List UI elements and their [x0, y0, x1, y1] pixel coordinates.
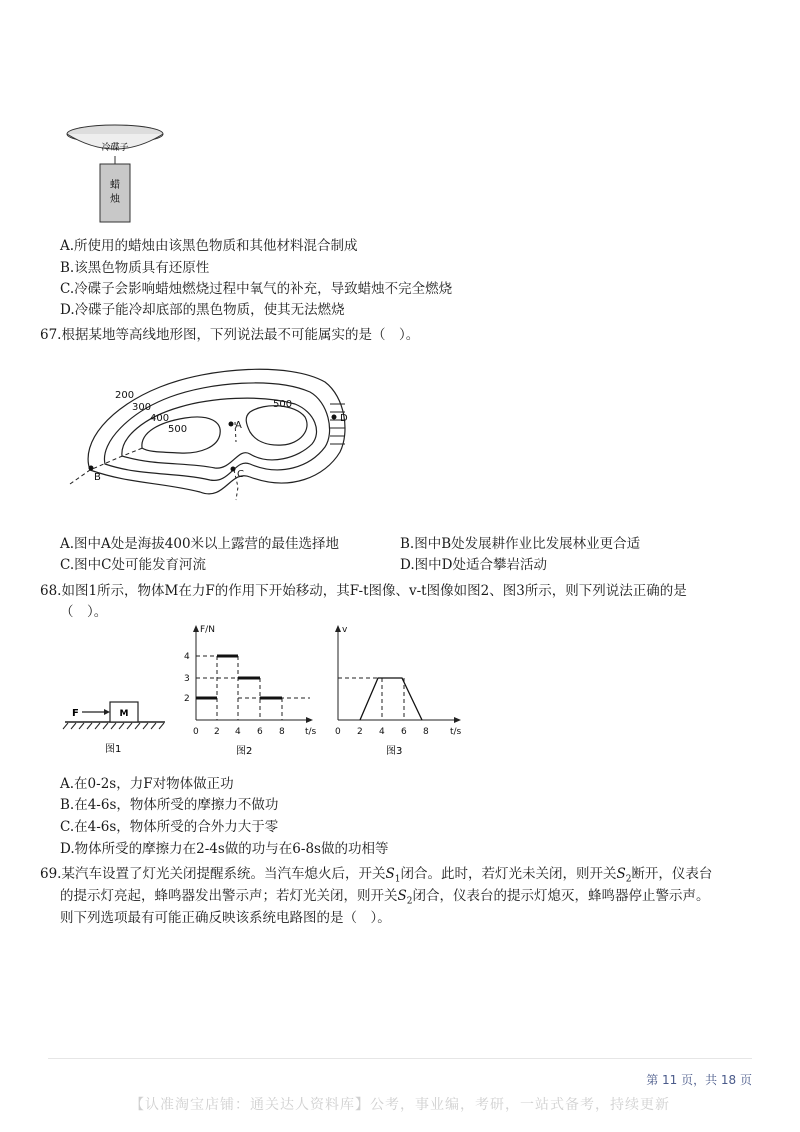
figure-3 — [320, 620, 470, 760]
t3-tick-4: 4 — [379, 727, 385, 737]
force-label: F — [72, 708, 79, 719]
q67-option-d: D.图中D处适合攀岩活动 — [400, 557, 547, 573]
t-tick-0: 0 — [193, 727, 199, 737]
velocity-curve — [360, 678, 422, 720]
t3-tick-8: 8 — [423, 727, 429, 737]
point-b-label: B — [94, 472, 101, 483]
switch-s2-line2-sub: 2 — [406, 896, 413, 907]
point-c-label: C — [237, 469, 244, 480]
t-tick-4: 4 — [235, 727, 241, 737]
switch-s1: S — [385, 866, 395, 882]
t-axis-label: t/s — [305, 727, 317, 737]
q66-option-a: A.所使用的蜡烛由该黑色物质和其他材料混合制成 — [60, 238, 358, 254]
q67-option-c: C.图中C处可能发育河流 — [60, 557, 206, 573]
figure-2 — [180, 620, 320, 760]
point-a-label: A — [235, 420, 242, 431]
t3-tick-6: 6 — [401, 727, 407, 737]
switch-s2-sub: 2 — [625, 874, 632, 885]
q69-line-1 — [40, 865, 712, 889]
block-label: M — [119, 709, 129, 719]
switch-s2: S — [616, 866, 626, 882]
q66-option-c: C.冷碟子会影响蜡烛燃烧过程中氧气的补充，导致蜡烛不完全燃烧 — [60, 281, 453, 297]
f-tick-4: 4 — [184, 652, 190, 662]
page-indicator: 第 11 页，共 18 页 — [646, 1073, 752, 1087]
q68-option-b: B.在4-6s，物体所受的摩擦力不做功 — [60, 797, 279, 813]
q68-option-c: C.在4-6s，物体所受的合外力大于零 — [60, 819, 279, 835]
t-axis-label-3: t/s — [450, 727, 462, 737]
q68-stem: 68.如图1所示，物体M在力F的作用下开始移动，其F-t图像、v-t图像如图2、图3所示，则下列说法正确的是 — [40, 583, 687, 599]
plate-label: 冷碟子 — [101, 143, 129, 153]
contour-400-label: 400 — [150, 413, 170, 424]
contour-500-right-label: 500 — [273, 399, 293, 410]
candle-label-1: 蜡 — [110, 180, 120, 191]
contour-500-left-label: 500 — [168, 424, 188, 435]
q69-line-2 — [60, 887, 709, 911]
footer-divider — [48, 1058, 752, 1059]
f-tick-2: 2 — [184, 694, 190, 704]
t-tick-2: 2 — [214, 727, 220, 737]
v-axis-label: v — [342, 625, 348, 635]
contour-300-label: 300 — [132, 402, 152, 413]
q67-option-a: A.图中A处是海拔400米以上露营的最佳选择地 — [60, 536, 340, 552]
t3-tick-2: 2 — [357, 727, 363, 737]
q69-line-1-c: 断开，仪表台 — [631, 866, 713, 882]
q69-line-1-a: 69.某汽车设置了灯光关闭提醒系统。当汽车熄火后，开关 — [40, 866, 386, 882]
t-tick-8: 8 — [279, 727, 285, 737]
t3-tick-0: 0 — [335, 727, 341, 737]
q68-option-a: A.在0-2s，力F对物体做正功 — [60, 776, 234, 792]
figure-3-caption: 图3 — [386, 746, 403, 757]
figure-2-caption: 图2 — [236, 746, 253, 757]
q66-option-b: B.该黑色物质具有还原性 — [60, 260, 210, 276]
q68-stem-tail: （ ）。 — [60, 604, 108, 620]
watermark-text: 【认准淘宝店铺：通关达人资料库】公考，事业编，考研，一站式备考，持续更新 — [130, 1097, 670, 1113]
contour-200-label: 200 — [115, 390, 135, 401]
point-d-label: D — [340, 413, 348, 424]
q68-option-d: D.物体所受的摩擦力在2-4s做的功与在6-8s做的功相等 — [60, 841, 389, 857]
q67-option-b: B.图中B处发展耕作业比发展林业更合适 — [400, 536, 641, 552]
candle-figure — [60, 120, 180, 232]
switch-s1-sub: 1 — [394, 874, 401, 885]
q69-line-1-b: 闭合。此时，若灯光未关闭，则开关 — [400, 866, 617, 882]
candle-label-2: 烛 — [110, 194, 120, 205]
contour-map — [60, 352, 360, 502]
q69-line-2-b: 闭合，仪表台的提示灯熄灭，蜂鸣器停止警示声。 — [412, 888, 710, 904]
q69-line-3: 则下列选项最有可能正确反映该系统电路图的是（ ）。 — [60, 910, 391, 926]
figure-1 — [60, 692, 170, 758]
q67-stem: 67.根据某地等高线地形图，下列说法最不可能属实的是（ ）。 — [40, 327, 420, 343]
f-tick-3: 3 — [184, 674, 190, 684]
figure-1-caption: 图1 — [105, 744, 122, 755]
switch-s2-line2: S — [397, 888, 407, 904]
q69-line-2-a: 的提示灯亮起，蜂鸣器发出警示声；若灯光关闭，则开关 — [60, 888, 398, 904]
t-tick-6: 6 — [257, 727, 263, 737]
f-axis-label: F/N — [200, 625, 215, 635]
q66-option-d: D.冷碟子能冷却底部的黑色物质，使其无法燃烧 — [60, 302, 345, 318]
